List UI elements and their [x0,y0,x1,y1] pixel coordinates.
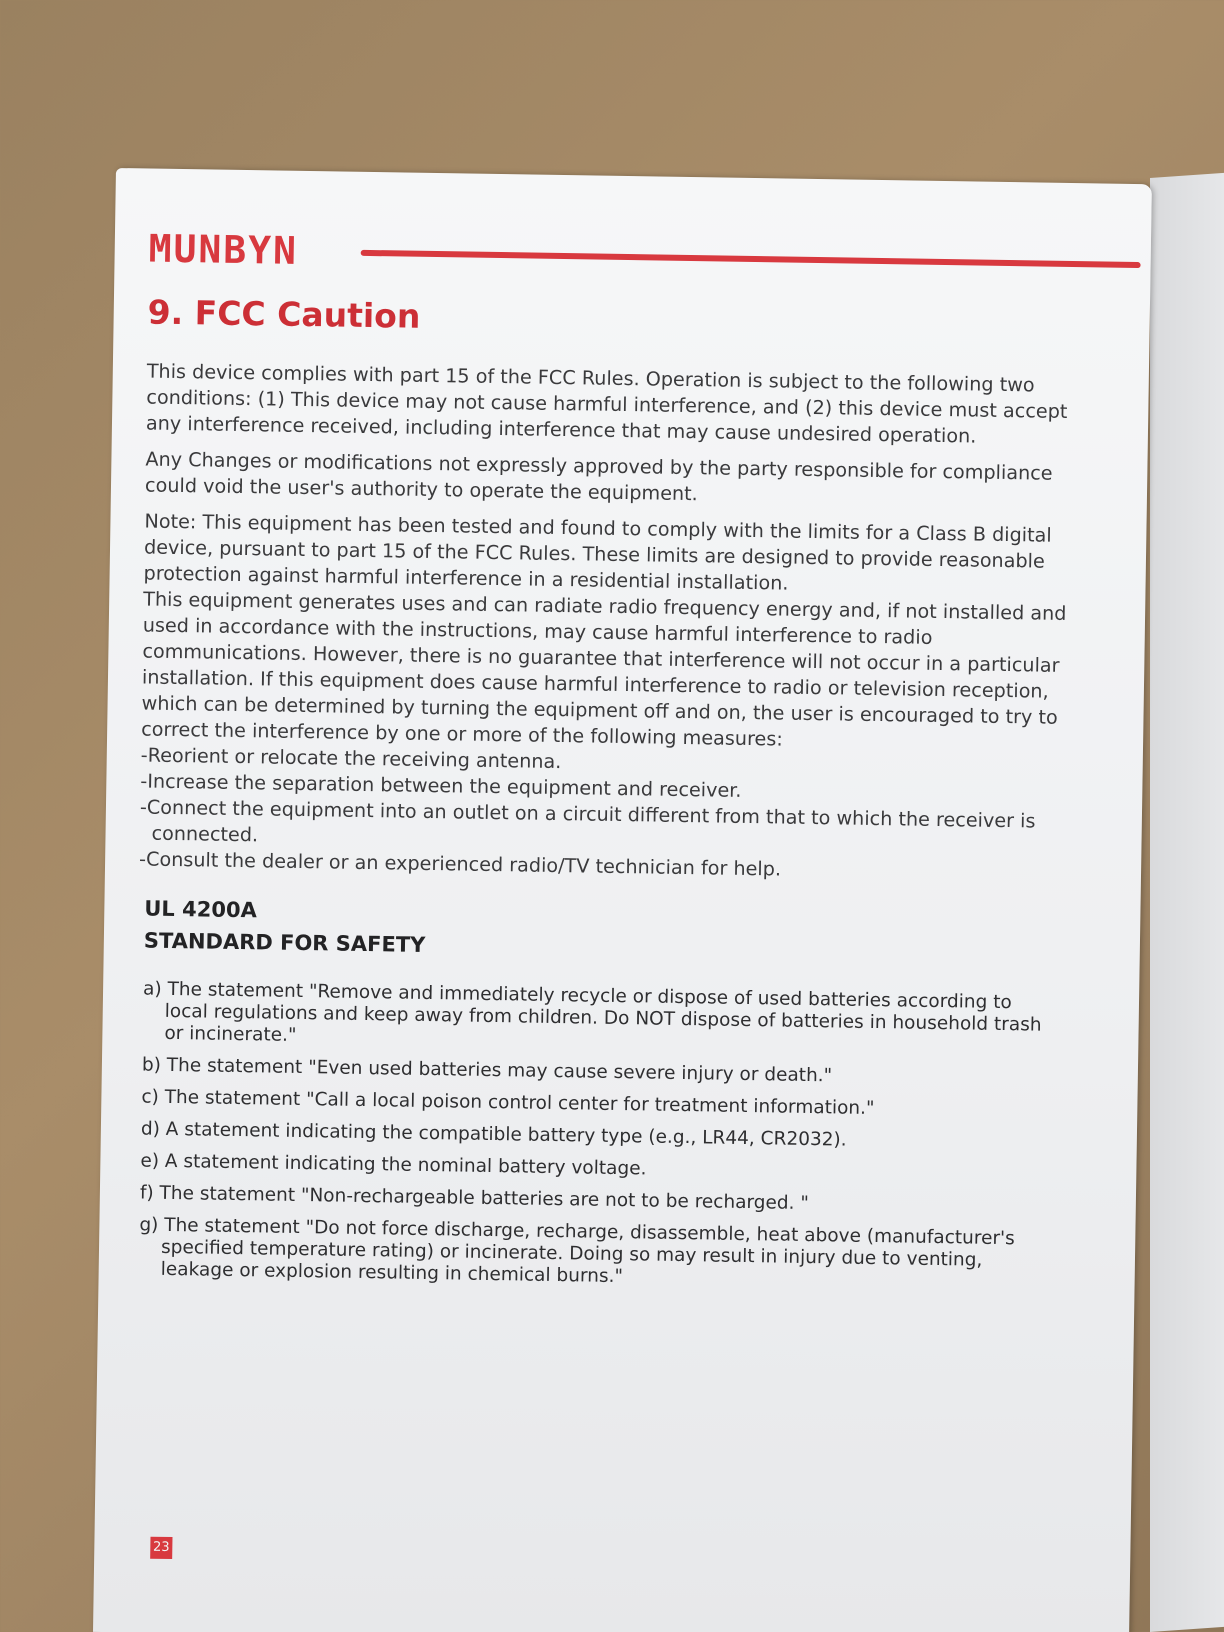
page-header [148,227,1139,283]
fcc-body [139,359,1107,888]
list-item: e) A statement indicating the nominal battery voltage. [140,1150,647,1180]
paragraph-compliance: This device complies with part 15 of the FCC Rules. Operation is subject to the following two conditions: (1) This device may not cause harmful interference, and (2) this device must accept any interference received, including interference that may cause undesired operation. [145,359,1068,448]
list-item: -Reorient or relocate the receiving antenna. [140,743,562,774]
paragraph-note: Note: This equipment has been tested and found to comply with the limits for a Class B digital device, pursuant to part 15 of the FCC Rules. These limits are designed to provide reasonable protection against harmful interference in a residential installation. [143,509,1052,595]
list-item: f) The statement "Non-rechargeable batteries are not to be recharged. " [139,1182,810,1215]
list-item: -Connect the equipment into an outlet on a circuit different from that to which the receiver is connected. [139,795,1036,847]
list-item: -Increase the separation between the equipment and receiver. [140,769,742,802]
next-page-edge [1150,173,1224,1632]
manual-page [93,168,1152,1632]
list-item: c) The statement "Call a local poison control center for treatment information." [141,1086,875,1120]
list-item: d) A statement indicating the compatible battery type (e.g., LR44, CR2032). [140,1118,847,1151]
page-number-badge: 23 [150,1537,172,1559]
safety-heading [144,893,427,961]
measures-list [139,742,1101,887]
header-rule [361,250,1141,268]
list-item: a) The statement "Remove and immediately recycle or dispose of used batteries according to local regulations and keep away from children. Do NOT dispose of batteries in household trash or incinerate." [142,978,1042,1046]
safety-statements-list [138,979,1043,1305]
list-item: b) The statement "Even used batteries may cause severe injury or death." [141,1054,833,1087]
list-item: g) The statement "Do not force discharge, recharge, disassemble, heat above (manufacturer's specified temperature rating) or incinerate. Doing so may result in injury due to venting, leakage or explosion resulting in chemical burns." [139,1214,1015,1288]
paragraph-modifications: Any Changes or modifications not expressly approved by the party responsible for compliance could void the user's authority to operate the equipment. [144,447,1053,506]
safety-standard-title: STANDARD FOR SAFETY [143,928,426,957]
safety-standard-code: UL 4200A [144,896,257,923]
section-title: 9. FCC Caution [147,292,421,336]
paragraph-interference: This equipment generates uses and can radiate radio frequency energy and, if not installed and used in accordance with the instructions, may cause harmful interference to radio communications. However, there is no guarantee that interference will not occur in a particular installation. If this equipment does cause harmful interference to radio or television reception, which can be determined by turning the equipment off and on, the user is encouraged to try to correct the interference by one or more of the following measures: [141,587,1067,751]
list-item: -Consult the dealer or an experienced radio/TV technician for help. [138,847,782,881]
brand-logo: MUNBYN [148,226,299,273]
